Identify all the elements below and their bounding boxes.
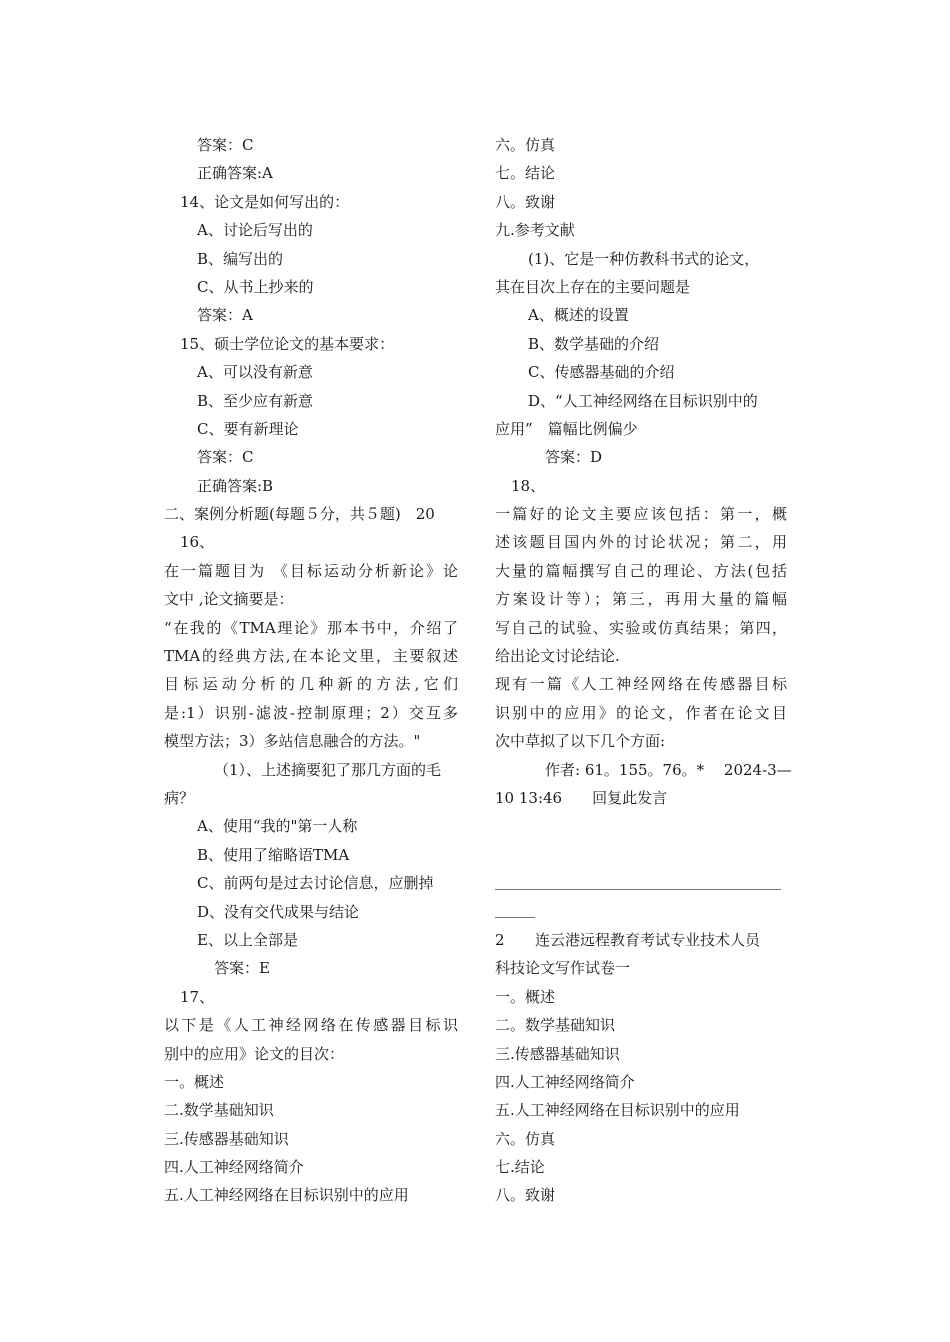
text-line: 18、 <box>511 476 546 495</box>
text-line: 目标运动分析的几种新的方法,它们 <box>164 675 458 694</box>
text-line: “在我的《TMA理论》那本书中，介绍了 <box>164 618 458 637</box>
text-line: 八。致谢 <box>495 192 556 211</box>
text-line: 病？ <box>164 788 195 807</box>
text-line: A、概述的设置 <box>528 306 629 325</box>
right-column-exam-items <box>495 131 792 812</box>
text-line: 答案：C <box>197 448 254 467</box>
toc-item: 七.结论 <box>495 1158 545 1177</box>
text-line: A、讨论后写出的 <box>197 221 313 240</box>
paper-heading-line2: 科技论文写作试卷一 <box>495 959 631 978</box>
left-column <box>164 131 458 1210</box>
text-line: 别中的应用》论文的目次： <box>164 1044 345 1063</box>
text-line: 答案：C <box>197 136 254 154</box>
text-line: C、前两句是过去讨论信息，应删掉 <box>197 874 434 893</box>
text-line: 给出论文讨论结论. <box>495 647 620 666</box>
text-line: C、传感器基础的介绍 <box>528 363 675 382</box>
text-line: 答案：D <box>545 448 603 467</box>
text-line: 17、 <box>180 987 215 1006</box>
toc-item: 八。致谢 <box>495 1186 556 1205</box>
text-line: 二.数学基础知识 <box>164 1101 274 1120</box>
text-line: 应用” 篇幅比例偏少 <box>495 419 638 438</box>
text-line: 现有一篇《人工神经网络在传感器目标 <box>495 675 787 694</box>
text-line: 模型方法；3）多站信息融合的方法。" <box>164 732 421 751</box>
text-line: 16、 <box>180 533 215 552</box>
toc-item: 五.人工神经网络在目标识别中的应用 <box>495 1101 740 1120</box>
text-line: 方案设计等）；第三，再用大量的篇幅 <box>495 590 787 609</box>
text-line: 六。仿真 <box>495 136 556 154</box>
text-line: 四.人工神经网络简介 <box>164 1158 304 1177</box>
text-line: B、数学基础的介绍 <box>528 334 660 353</box>
text-line: C、从书上抄来的 <box>197 277 314 296</box>
right-column <box>495 131 792 1210</box>
text-line: 大量的篇幅撰写自己的理论、方法(包括 <box>495 561 787 580</box>
text-line: 写自己的试验、实验或仿真结果；第四， <box>495 618 787 637</box>
text-line: 识别中的应用》的论文，作者在论文目 <box>495 703 787 722</box>
text-line: 答案：E <box>214 959 270 978</box>
text-line: 其在目次上存在的主要问题是 <box>495 277 691 296</box>
text-line: 正确答案:B <box>197 476 274 495</box>
text-line: 以下是《人工神经网络在传感器目标识 <box>164 1016 458 1035</box>
text-line: 七。结论 <box>495 164 556 183</box>
text-line: A、使用“我的"第一人称 <box>197 817 358 836</box>
toc-item: 一。概述 <box>495 987 556 1006</box>
text-line: （1）、上述摘要犯了那几方面的毛 <box>214 760 442 779</box>
paper-heading <box>495 926 787 954</box>
text-line: 三.传感器基础知识 <box>164 1129 289 1148</box>
separator-line-tail <box>495 898 787 926</box>
text-line: D、“人工神经网络在目标识别中的 <box>528 391 758 410</box>
text-line: 九.参考文献 <box>495 221 575 240</box>
text-line: 五.人工神经网络在目标识别中的应用 <box>164 1186 409 1205</box>
paper-toc <box>495 983 787 1210</box>
text-line: 一篇好的论文主要应该包括：第一，概 <box>495 505 787 524</box>
text-line: 14、论文是如何写出的： <box>180 192 350 211</box>
toc-item: 六。仿真 <box>495 1129 556 1148</box>
text-line: 文中 ,论文摘要是： <box>164 590 294 609</box>
text-line: 次中草拟了以下几个方面: <box>495 732 666 751</box>
paper-heading-line1: 连云港远程教育考试专业技术人员 <box>535 930 761 949</box>
text-line: 10 13:46 回复此发言 <box>495 788 668 807</box>
text-line: A、可以没有新意 <box>197 363 313 382</box>
toc-item: 四.人工神经网络简介 <box>495 1072 635 1091</box>
paper-heading-number: 2 <box>495 930 505 949</box>
text-line: B、使用了缩略语TMA <box>197 845 350 864</box>
text-line: 15、硕士学位论文的基本要求： <box>180 334 395 353</box>
text-line: 是:1）识别-滤波-控制原理；2）交互多 <box>164 703 458 722</box>
text-line: 二、案例分析题(每题５分，共５题) 20 <box>164 505 435 524</box>
text-line: E、以上全部是 <box>197 930 298 949</box>
text-line: 答案：A <box>197 306 253 325</box>
text-line: 述该题目国内外的讨论状况；第二，用 <box>495 533 787 552</box>
separator-line <box>495 869 787 897</box>
text-line: (1)、它是一种仿教科书式的论文， <box>528 249 760 268</box>
toc-item: 二。数学基础知识 <box>495 1016 616 1035</box>
text-line: TMA的经典方法,在本论文里，主要叙述 <box>164 647 458 666</box>
text-line: B、至少应有新意 <box>197 391 314 410</box>
text-line: 正确答案:A <box>197 164 273 183</box>
text-line: C、要有新理论 <box>197 419 299 438</box>
text-line: B、编写出的 <box>197 249 284 268</box>
text-line: D、没有交代成果与结论 <box>197 902 360 921</box>
text-line: 一。概述 <box>164 1072 225 1091</box>
text-line: 在一篇题目为 《目标运动分析新论》论 <box>164 561 458 580</box>
text-line: 作者: 61。155。76。* 2024-3— <box>545 760 792 779</box>
toc-item: 三.传感器基础知识 <box>495 1044 620 1063</box>
